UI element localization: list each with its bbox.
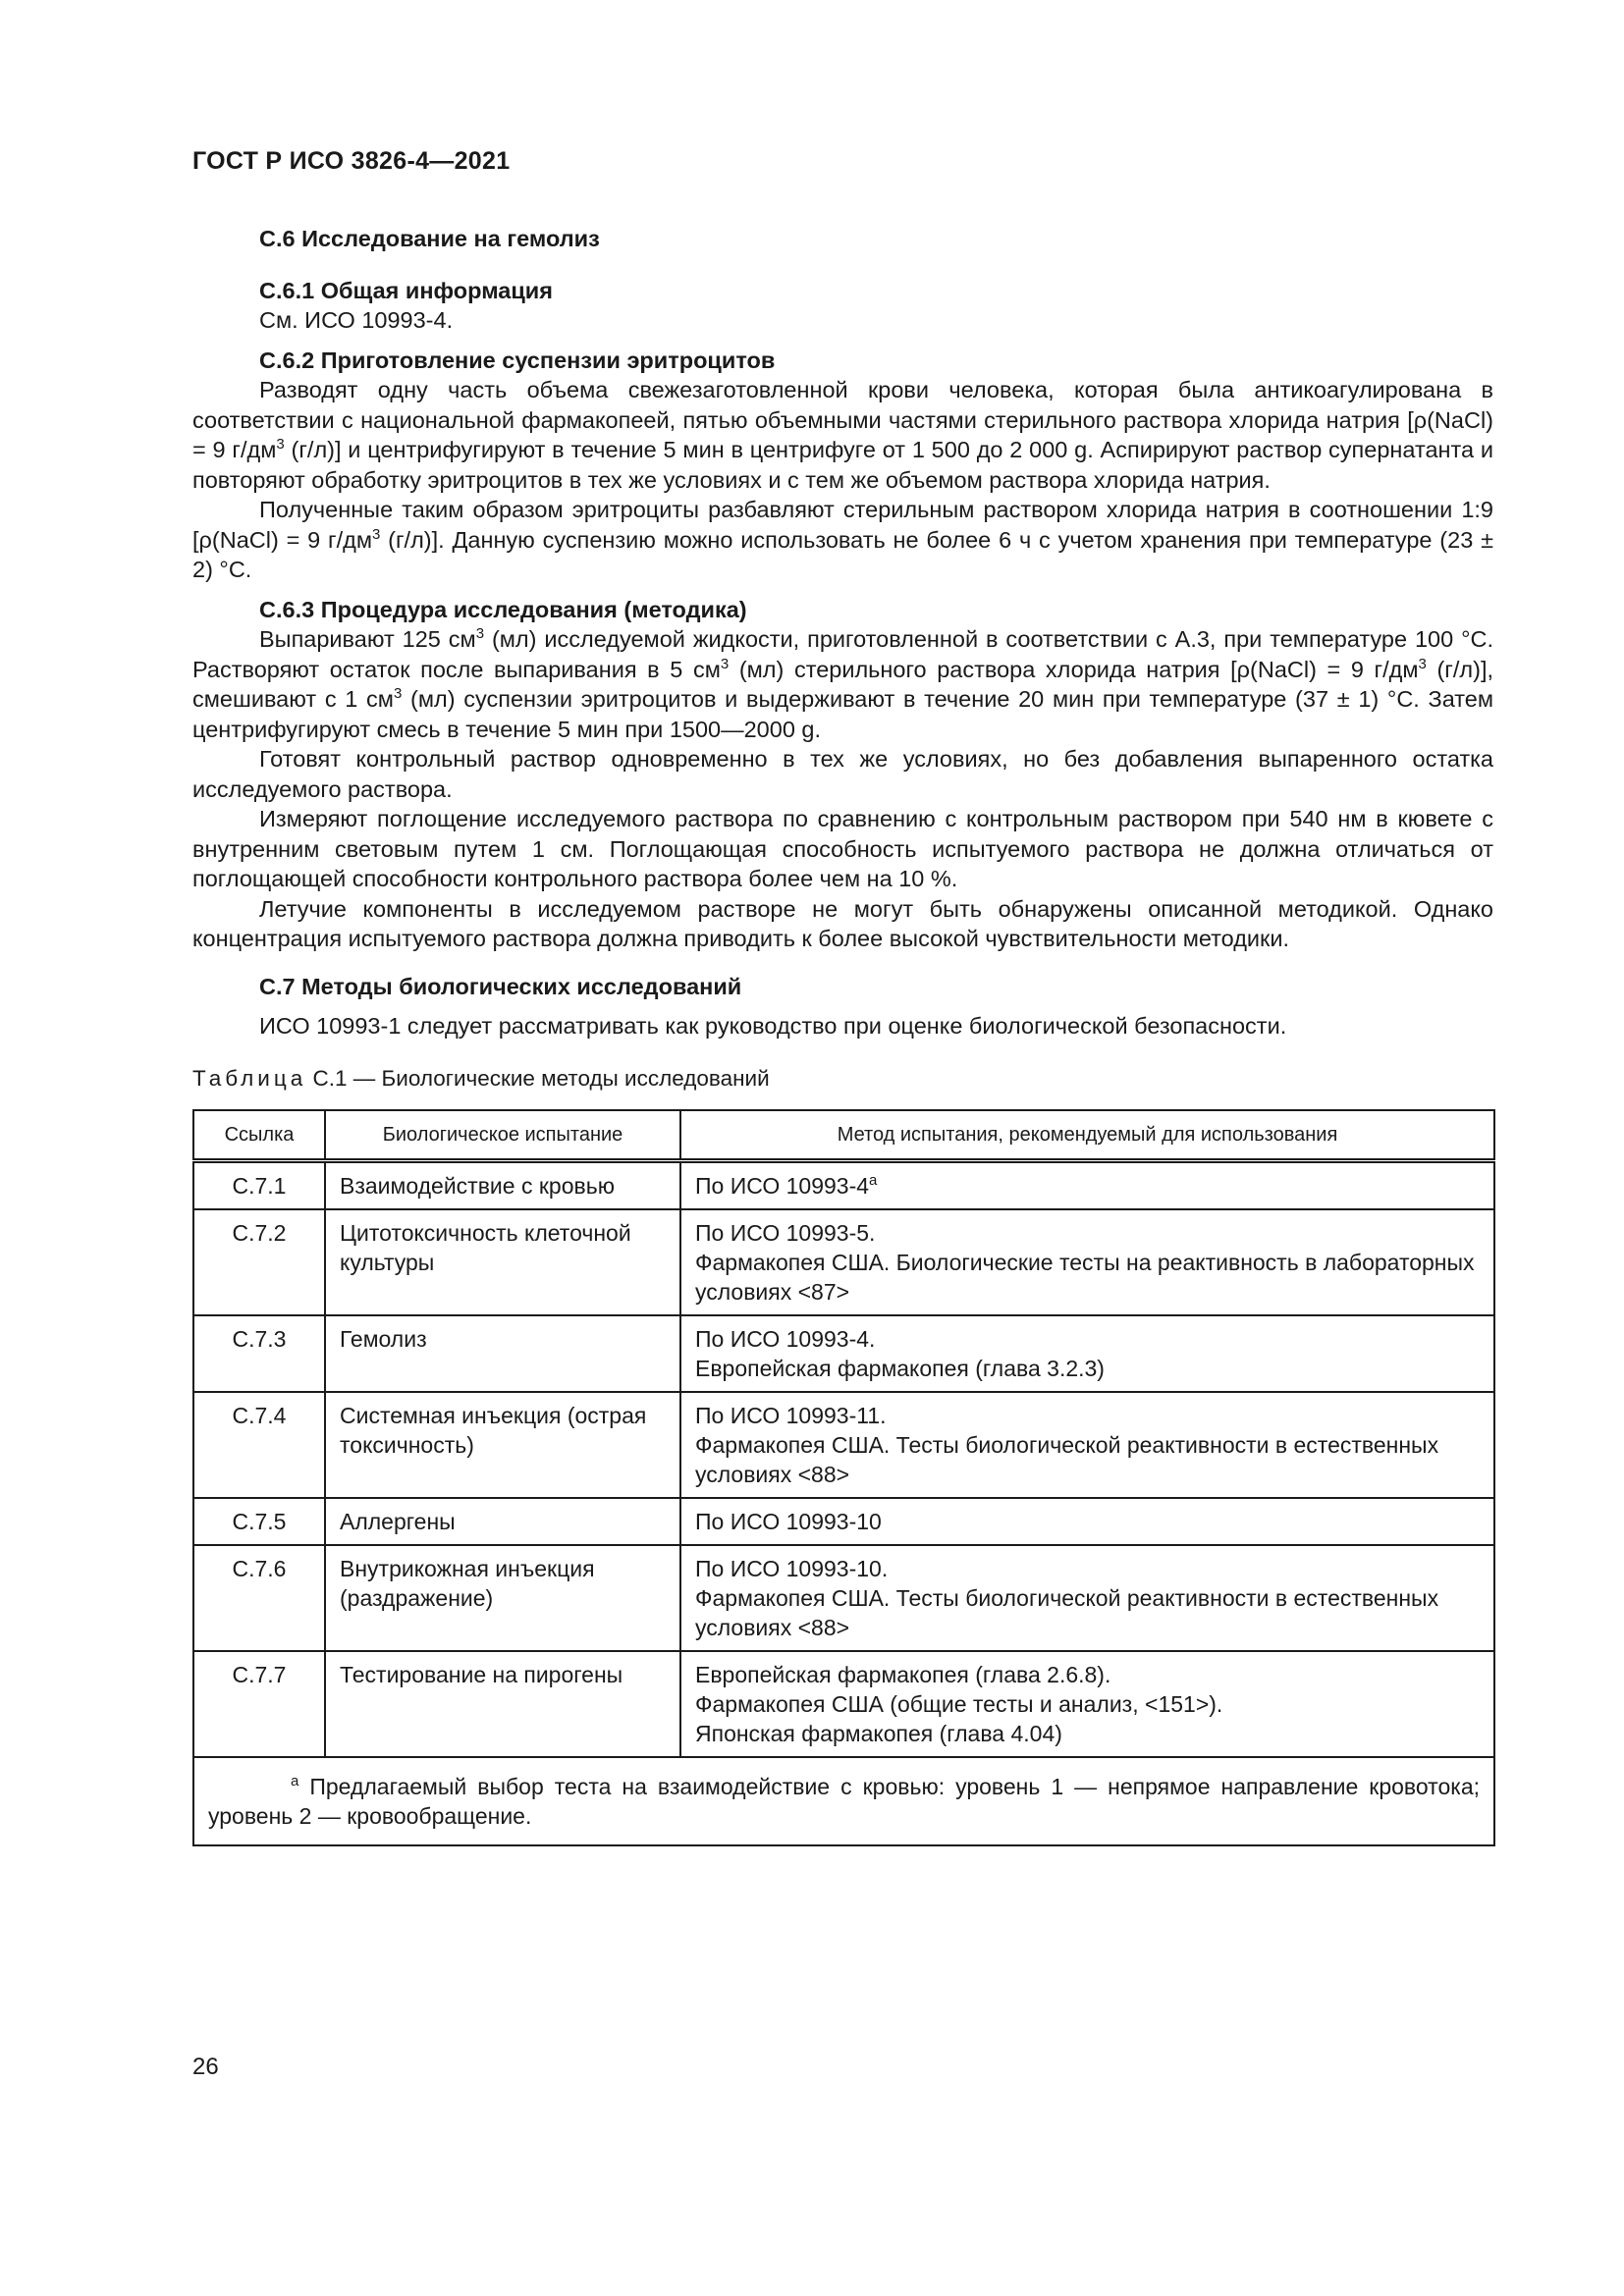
cell-method: [680, 1545, 1494, 1651]
section-c6-title: С.6 Исследование на гемолиз: [259, 226, 600, 251]
column-header-method: Метод испытания, рекомендуемый для использования: [680, 1110, 1494, 1161]
section-c61-text: См. ИСО 10993-4.: [259, 307, 454, 333]
cell-ref: С.7.6: [193, 1545, 325, 1651]
footnote-mark: a: [291, 1773, 299, 1789]
section-c63-title: С.6.3 Процедура исследования (методика): [259, 596, 747, 622]
footnote-text: Предлагаемый выбор теста на взаимодействие с кровью: уровень 1 — непрямое направление кровотока; уровень 2 — кровообращение.: [208, 1774, 1480, 1829]
standard-code-header: ГОСТ Р ИСО 3826-4—2021: [192, 147, 511, 175]
section-c63-paragraph-2: Готовят контрольный раствор одновременно в тех же условиях, но без добавления выпаренного остатка исследуемого раствора.: [192, 746, 1493, 802]
section-c63-paragraph-3: Измеряют поглощение исследуемого раствора по сравнению с контрольным раствором при 540 нм в кювете с внутренним световым путем 1 см. Поглощающая способность испытуемого раствора не должна отличаться от поглощающей способности контрольного раствора более чем на 10 %.: [192, 806, 1493, 891]
table-row: [193, 1161, 1494, 1210]
page-number: 26: [192, 2054, 219, 2080]
column-header-ref: Ссылка: [193, 1110, 325, 1161]
section-c62-paragraph-2: Полученные таким образом эритроциты разбавляют стерильным раствором хлорида натрия в соотношении 1:9 [ρ(NaCl) = 9 $г/дм^3$ (г/л)]. Данную суспензию можно использовать не более 6 ч с учетом хранения при температуре (23 ± 2) °С.: [192, 497, 1493, 582]
cell-ref: С.7.4: [193, 1392, 325, 1498]
cell-method-text: По ИСО 10993-4. Европейская фармакопея (глава 3.2.3): [695, 1326, 1105, 1381]
cell-test: Тестирование на пирогены: [325, 1651, 680, 1757]
cell-method-text: По ИСО 10993-10. Фармакопея США. Тесты биологической реактивности в естественных условиях <88>: [695, 1556, 1439, 1640]
table-row: [193, 1545, 1494, 1651]
cell-ref: С.7.5: [193, 1498, 325, 1545]
section-c62-paragraph-1: Разводят одну часть объема свежезаготовленной крови человека, которая была антикоагулирована в соответствии с национальной фармакопеей, пятью объемными частями стерильного раствора хлорида натрия [ρ(NaCl) = 9 $г/дм^3$ (г/л)] и центрифугируют в течение 5 мин в центрифуге от 1 500 до 2 000 g. Аспирируют раствор супернатанта и повторяют обработку эритроцитов в тех же условиях и с тем же объемом раствора хлорида натрия.: [192, 377, 1493, 493]
table-caption: Таблица С.1 — Биологические методы исследований: [192, 1066, 770, 1091]
cell-method-text: По ИСО 10993-10: [695, 1509, 882, 1534]
cell-test: Системная инъекция (острая токсичность): [325, 1392, 680, 1498]
table-body: [193, 1161, 1494, 1758]
biological-methods-table: [192, 1109, 1495, 1846]
cell-test: Цитотоксичность клеточной культуры: [325, 1209, 680, 1315]
cell-ref: С.7.1: [193, 1161, 325, 1210]
cell-ref: С.7.7: [193, 1651, 325, 1757]
cell-method-text: Европейская фармакопея (глава 2.6.8). Фармакопея США (общие тесты и анализ, <151>). Японская фармакопея (глава 4.04): [695, 1662, 1223, 1746]
column-header-test: Биологическое испытание: [325, 1110, 680, 1161]
cell-method: [680, 1315, 1494, 1392]
section-c62-title: С.6.2 Приготовление суспензии эритроцитов: [259, 347, 776, 373]
section-c7-text: ИСО 10993-1 следует рассматривать как руководство при оценке биологической безопасности.: [259, 1013, 1287, 1039]
table-row: [193, 1498, 1494, 1545]
cell-method: [680, 1209, 1494, 1315]
cell-ref: С.7.3: [193, 1315, 325, 1392]
footnote-reference: a: [869, 1172, 878, 1189]
section-c7-title: С.7 Методы биологических исследований: [259, 973, 742, 999]
table-row: [193, 1651, 1494, 1757]
cell-test: Внутрикожная инъекция (раздражение): [325, 1545, 680, 1651]
body-text: [192, 224, 1493, 1041]
table-row: [193, 1209, 1494, 1315]
section-c63-paragraph-1: Выпаривают 125 $см^3$ (мл) исследуемой жидкости, приготовленной в соответствии с А.3, при температуре 100 °С. Растворяют остаток после выпаривания в 5 $см^3$ (мл) стерильного раствора хлорида натрия [ρ(NaCl) = 9 $г/дм^3$ (г/л)], смешивают с 1 $см^3$ (мл) суспензии эритроцитов и выдерживают в течение 20 мин при температуре (37 ± 1) °С. Затем центрифугируют смесь в течение 5 мин при 1500—2000 g.: [192, 625, 1493, 742]
table-footnote-row: [193, 1757, 1494, 1845]
cell-method: [680, 1161, 1494, 1210]
cell-test: Аллергены: [325, 1498, 680, 1545]
cell-test: Взаимодействие с кровью: [325, 1161, 680, 1210]
cell-method-text: По ИСО 10993-11. Фармакопея США. Тесты биологической реактивности в естественных условиях <88>: [695, 1403, 1439, 1487]
cell-method-text: По ИСО 10993-5. Фармакопея США. Биологические тесты на реактивность в лабораторных условиях <87>: [695, 1220, 1475, 1305]
section-c63-paragraph-4: Летучие компоненты в исследуемом растворе не могут быть обнаружены описанной методикой. Однако концентрация испытуемого раствора должна приводить к более высокой чувствительности методики.: [192, 895, 1493, 951]
table-row: [193, 1315, 1494, 1392]
cell-method: [680, 1651, 1494, 1757]
cell-method-text: По ИСО 10993-4: [695, 1173, 870, 1199]
cell-test: Гемолиз: [325, 1315, 680, 1392]
cell-method: [680, 1392, 1494, 1498]
cell-method: [680, 1498, 1494, 1545]
table-header-row: [193, 1110, 1494, 1161]
cell-ref: С.7.2: [193, 1209, 325, 1315]
table-footnote: [193, 1757, 1494, 1845]
section-c61-title: С.6.1 Общая информация: [259, 277, 553, 303]
table-row: [193, 1392, 1494, 1498]
